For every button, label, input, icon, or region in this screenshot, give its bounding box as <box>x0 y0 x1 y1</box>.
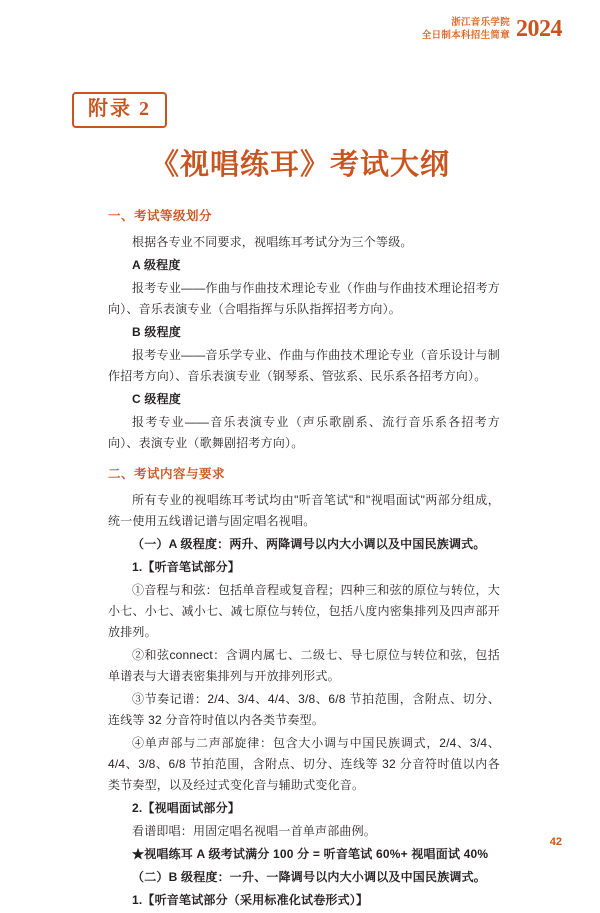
paragraph: 看谱即唱：用固定唱名视唱一首单声部曲例。 <box>132 824 377 838</box>
listening-test-heading-b: 1.【听音笔试部分（采用标准化试卷形式）】 <box>132 893 369 907</box>
paragraph: 报考专业——作曲与作曲技术理论专业（作曲与作曲技术理论招考方向）、音乐表演专业（合唱指挥与乐队指挥招考方向）。 <box>108 281 500 316</box>
paragraph: 报考专业——音乐学专业、作曲与作曲技术理论专业（音乐设计与制作招考方向）、音乐表演专业（钢琴系、管弦系、民乐系各招考方向）。 <box>108 348 500 383</box>
appendix-tag: 附录 2 <box>72 92 167 128</box>
paragraph: 根据各专业不同要求，视唱练耳考试分为三个等级。 <box>132 235 413 249</box>
header-institution-line2: 全日制本科招生简章 <box>421 30 510 41</box>
grade-b-requirement: （二）B 级程度：一升、一降调号以内大小调以及中国民族调式。 <box>132 870 487 884</box>
paragraph: 报考专业——音乐表演专业（声乐歌剧系、流行音乐系各招考方向）、表演专业（歌舞剧招考方向）。 <box>108 415 500 450</box>
header-institution-line1: 浙江音乐学院 <box>451 17 510 28</box>
paragraph: ②和弦connect：含调内属七、二级七、导七原位与转位和弦，包括单谱表与大谱表密集排列与开放排列形式。 <box>108 648 500 683</box>
paragraph: ④单声部与二声部旋律：包含大小调与中国民族调式，2/4、3/4、4/4、3/8、6/8 节拍范围，含附点、切分、连线等 32 分音符时值以内各类节奏型，以及经过式变化音与辅助式变化音。 <box>108 736 500 792</box>
listening-test-heading-a: 1.【听音笔试部分】 <box>132 560 241 574</box>
header-branding <box>422 16 562 42</box>
score-note-a: ★视唱练耳 A 级考试满分 100 分 = 听音笔试 60%+ 视唱面试 40% <box>132 847 489 861</box>
paragraph: ③节奏记谱：2/4、3/4、4/4、3/8、6/8 节拍范围，含附点、切分、连线等 32 分音符时值以内各类节奏型。 <box>108 692 500 727</box>
header-year: 2024 <box>516 16 562 42</box>
sight-singing-heading-a: 2.【视唱面试部分】 <box>132 801 241 815</box>
grade-a-requirement: （一）A 级程度：两升、两降调号以内大小调以及中国民族调式。 <box>132 537 486 551</box>
page-title: 《视唱练耳》考试大纲 <box>149 149 450 181</box>
section-heading-2: 二、考试内容与要求 <box>108 467 226 481</box>
section-heading-1: 一、考试等级划分 <box>108 209 213 223</box>
paragraph: 所有专业的视唱练耳考试均由"听音笔试"和"视唱面试"两部分组成，统一使用五线谱记谱与固定唱名视唱。 <box>108 493 500 528</box>
document-content <box>108 196 500 913</box>
level-label-c: C 级程度 <box>132 392 182 406</box>
page-header <box>0 0 600 68</box>
paragraph: ①音程与和弦：包括单音程或复音程；四种三和弦的原位与转位，大小七、小七、减小七、减七原位与转位，包括八度内密集排列及四声部开放排列。 <box>108 583 500 639</box>
level-label-a: A 级程度 <box>132 258 181 272</box>
page-number: 42 <box>549 836 562 848</box>
level-label-b: B 级程度 <box>132 325 182 339</box>
header-institution <box>422 16 510 42</box>
